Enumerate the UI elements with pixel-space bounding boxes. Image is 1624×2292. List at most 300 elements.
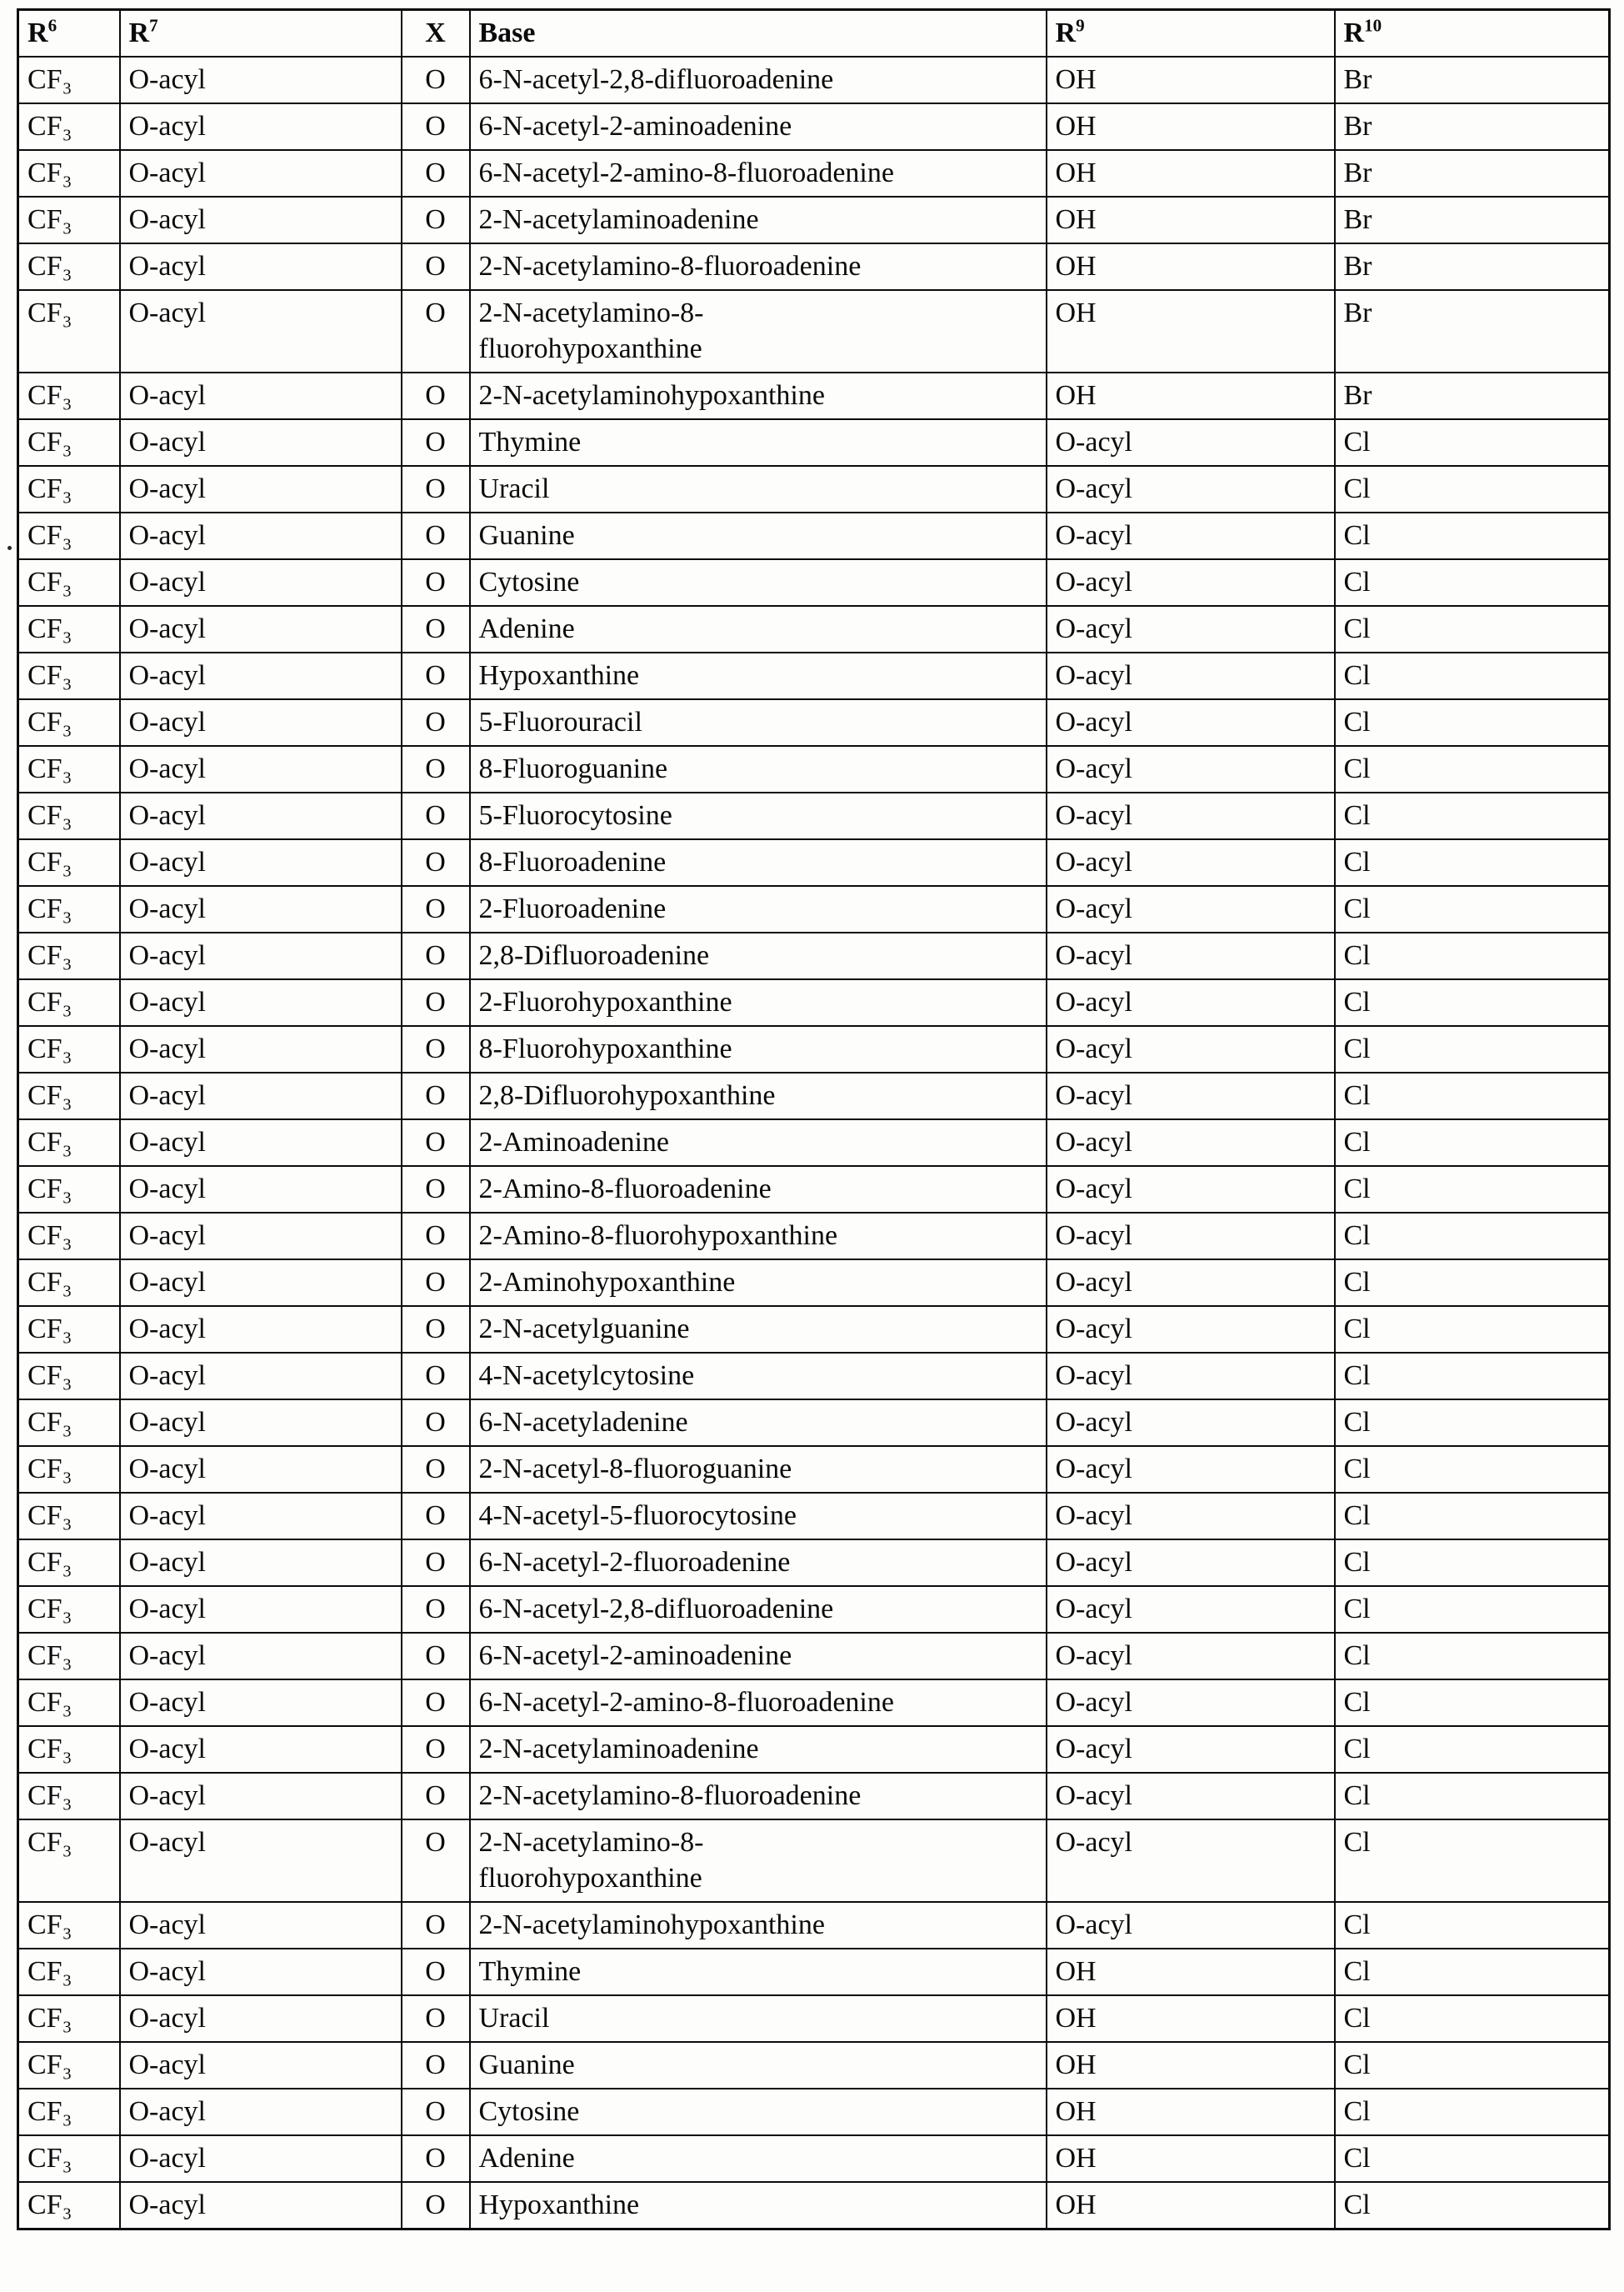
table-row: [18, 1902, 1610, 1949]
table-cell: O-acyl: [120, 933, 402, 979]
table-cell: 2-Amino-8-fluoroadenine: [470, 1166, 1047, 1213]
table-cell: 6-N-acetyl-2-aminoadenine: [470, 1633, 1047, 1679]
table-cell: CF₃: [18, 513, 120, 559]
table-cell: Cl: [1335, 466, 1610, 513]
table-cell: 8-Fluoroguanine: [470, 746, 1047, 793]
table-cell: OH: [1047, 2182, 1335, 2229]
table-cell: 2-N-acetylguanine: [470, 1306, 1047, 1353]
table-cell: OH: [1047, 373, 1335, 419]
table-cell: 6-N-acetyl-2-amino-8-fluoroadenine: [470, 1679, 1047, 1726]
header-superscript: 10: [1364, 15, 1382, 36]
table-cell: CF₃: [18, 1073, 120, 1119]
table-cell: O-acyl: [120, 373, 402, 419]
table-cell: O-acyl: [120, 793, 402, 839]
table-cell: Br: [1335, 243, 1610, 290]
table-cell: O-acyl: [120, 1773, 402, 1819]
table-cell: O-acyl: [120, 290, 402, 373]
table-cell: Cl: [1335, 1633, 1610, 1679]
table-cell: O-acyl: [1047, 419, 1335, 466]
table-cell: O-acyl: [120, 2135, 402, 2182]
table-cell: O-acyl: [120, 1819, 402, 1902]
table-row: [18, 1026, 1610, 1073]
table-row: [18, 886, 1610, 933]
table-row: [18, 839, 1610, 886]
table-cell: CF₃: [18, 839, 120, 886]
table-cell: O: [402, 1493, 470, 1539]
table-cell: O: [402, 103, 470, 150]
table-cell: CF₃: [18, 1586, 120, 1633]
table-cell: O-acyl: [120, 1213, 402, 1259]
table-row: [18, 793, 1610, 839]
table-cell: O-acyl: [1047, 1213, 1335, 1259]
table-cell: Hypoxanthine: [470, 2182, 1047, 2229]
table-cell: O-acyl: [1047, 1166, 1335, 1213]
table-cell: O-acyl: [120, 1306, 402, 1353]
table-cell: O-acyl: [1047, 1026, 1335, 1073]
table-cell: CF₃: [18, 1539, 120, 1586]
table-cell: O-acyl: [120, 2182, 402, 2229]
table-cell: CF₃: [18, 979, 120, 1026]
header-superscript: 9: [1076, 15, 1085, 36]
table-cell: OH: [1047, 290, 1335, 373]
table-cell: 2-Fluoroadenine: [470, 886, 1047, 933]
table-cell: Cl: [1335, 1539, 1610, 1586]
table-row: [18, 1726, 1610, 1773]
table-row: [18, 2089, 1610, 2135]
table-cell: O-acyl: [120, 839, 402, 886]
table-cell: O-acyl: [1047, 1902, 1335, 1949]
table-cell: O-acyl: [120, 1902, 402, 1949]
table-cell: CF₃: [18, 1259, 120, 1306]
table-cell: Cl: [1335, 1259, 1610, 1306]
table-cell: O-acyl: [120, 2089, 402, 2135]
table-row: [18, 1073, 1610, 1119]
table-cell: CF₃: [18, 2182, 120, 2229]
table-cell: 2-N-acetylaminoadenine: [470, 1726, 1047, 1773]
table-cell: O: [402, 466, 470, 513]
table-cell: Cl: [1335, 1213, 1610, 1259]
table-cell: O-acyl: [120, 466, 402, 513]
table-cell: Cl: [1335, 1073, 1610, 1119]
table-row: [18, 559, 1610, 606]
table-row: [18, 290, 1610, 373]
table-cell: 6-N-acetyl-2-amino-8-fluoroadenine: [470, 150, 1047, 197]
table-cell: CF₃: [18, 1446, 120, 1493]
table-cell: O: [402, 606, 470, 653]
table-row: [18, 1353, 1610, 1399]
table-cell: O-acyl: [1047, 793, 1335, 839]
table-cell: 2-Aminohypoxanthine: [470, 1259, 1047, 1306]
table-row: [18, 653, 1610, 699]
table-row: [18, 933, 1610, 979]
table-cell: O: [402, 1166, 470, 1213]
table-cell: O-acyl: [120, 559, 402, 606]
table-cell: CF₃: [18, 699, 120, 746]
table-cell: Uracil: [470, 1995, 1047, 2042]
table-cell: 4-N-acetyl-5-fluorocytosine: [470, 1493, 1047, 1539]
table-cell: O-acyl: [120, 1446, 402, 1493]
table-cell: O-acyl: [1047, 466, 1335, 513]
table-body: [18, 57, 1610, 2229]
table-cell: O: [402, 2182, 470, 2229]
table-row: [18, 1773, 1610, 1819]
table-cell: O-acyl: [1047, 1726, 1335, 1773]
table-cell: O-acyl: [1047, 653, 1335, 699]
table-cell: CF₃: [18, 1902, 120, 1949]
table-cell: OH: [1047, 103, 1335, 150]
column-header-x: X: [402, 10, 470, 58]
table-cell: O: [402, 1949, 470, 1995]
table-row: [18, 419, 1610, 466]
table-cell: O-acyl: [1047, 1259, 1335, 1306]
table-cell: O-acyl: [1047, 559, 1335, 606]
table-cell: O: [402, 1726, 470, 1773]
table-cell: O: [402, 793, 470, 839]
table-cell: 8-Fluoroadenine: [470, 839, 1047, 886]
table-cell: O-acyl: [120, 513, 402, 559]
table-cell: O-acyl: [120, 150, 402, 197]
table-cell: O: [402, 243, 470, 290]
table-cell: 6-N-acetyl-2-fluoroadenine: [470, 1539, 1047, 1586]
table-cell: CF₃: [18, 1726, 120, 1773]
table-cell: CF₃: [18, 1353, 120, 1399]
table-row: [18, 373, 1610, 419]
table-cell: O-acyl: [120, 1949, 402, 1995]
table-cell: CF₃: [18, 373, 120, 419]
table-cell: Cl: [1335, 1119, 1610, 1166]
table-cell: O: [402, 979, 470, 1026]
table-cell: CF₃: [18, 886, 120, 933]
table-cell: 2,8-Difluoroadenine: [470, 933, 1047, 979]
table-cell: O-acyl: [1047, 979, 1335, 1026]
table-cell: CF₃: [18, 1773, 120, 1819]
table-cell: CF₃: [18, 57, 120, 103]
table-cell: Cl: [1335, 1353, 1610, 1399]
table-cell: Cl: [1335, 606, 1610, 653]
table-cell: CF₃: [18, 653, 120, 699]
table-row: [18, 1633, 1610, 1679]
table-cell: Cl: [1335, 2182, 1610, 2229]
table-cell: O-acyl: [120, 197, 402, 243]
table-cell: O-acyl: [120, 606, 402, 653]
table-cell: 8-Fluorohypoxanthine: [470, 1026, 1047, 1073]
table-cell: 2-N-acetylamino-8- fluorohypoxanthine: [470, 290, 1047, 373]
table-cell: Cl: [1335, 559, 1610, 606]
table-row: [18, 243, 1610, 290]
header-superscript: 7: [149, 15, 158, 36]
table-cell: O-acyl: [1047, 1399, 1335, 1446]
table-cell: Cl: [1335, 1399, 1610, 1446]
table-row: [18, 699, 1610, 746]
table-cell: CF₃: [18, 243, 120, 290]
table-cell: O: [402, 1819, 470, 1902]
table-cell: 2-N-acetylamino-8-fluoroadenine: [470, 243, 1047, 290]
table-cell: Cytosine: [470, 2089, 1047, 2135]
table-cell: O-acyl: [1047, 1586, 1335, 1633]
table-cell: O-acyl: [120, 1119, 402, 1166]
table-cell: O: [402, 2042, 470, 2089]
table-cell: O-acyl: [120, 1633, 402, 1679]
table-cell: 2-Amino-8-fluorohypoxanthine: [470, 1213, 1047, 1259]
table-cell: CF₃: [18, 1819, 120, 1902]
compound-substituent-table: [17, 8, 1611, 2230]
table-row: [18, 1306, 1610, 1353]
table-cell: O-acyl: [1047, 933, 1335, 979]
table-cell: 5-Fluorocytosine: [470, 793, 1047, 839]
table-cell: O-acyl: [120, 653, 402, 699]
table-cell: O-acyl: [1047, 1353, 1335, 1399]
table-cell: Cl: [1335, 2135, 1610, 2182]
table-cell: CF₃: [18, 1026, 120, 1073]
table-cell: OH: [1047, 150, 1335, 197]
table-cell: Cl: [1335, 1819, 1610, 1902]
table-row: [18, 1586, 1610, 1633]
table-cell: O: [402, 1995, 470, 2042]
table-cell: O-acyl: [120, 1726, 402, 1773]
table-cell: CF₃: [18, 1119, 120, 1166]
table-cell: O-acyl: [1047, 1679, 1335, 1726]
table-cell: Cl: [1335, 1679, 1610, 1726]
table-cell: CF₃: [18, 1399, 120, 1446]
table-cell: O: [402, 1026, 470, 1073]
table-cell: OH: [1047, 243, 1335, 290]
column-header-base: Base: [470, 10, 1047, 58]
table-cell: O: [402, 57, 470, 103]
table-cell: O-acyl: [1047, 746, 1335, 793]
table-cell: O-acyl: [120, 979, 402, 1026]
table-cell: Guanine: [470, 2042, 1047, 2089]
table-cell: Adenine: [470, 606, 1047, 653]
table-cell: Thymine: [470, 1949, 1047, 1995]
table-cell: Cl: [1335, 1949, 1610, 1995]
table-row: [18, 57, 1610, 103]
table-cell: Br: [1335, 197, 1610, 243]
table-cell: CF₃: [18, 2042, 120, 2089]
table-cell: O: [402, 1073, 470, 1119]
table-cell: CF₃: [18, 419, 120, 466]
table-cell: CF₃: [18, 197, 120, 243]
table-cell: O-acyl: [120, 699, 402, 746]
table-cell: O-acyl: [120, 1995, 402, 2042]
scanned-document-page: [0, 8, 1624, 2292]
table-cell: O-acyl: [120, 1073, 402, 1119]
table-cell: 4-N-acetylcytosine: [470, 1353, 1047, 1399]
table-cell: 6-N-acetyladenine: [470, 1399, 1047, 1446]
table-cell: O: [402, 290, 470, 373]
table-cell: O: [402, 1399, 470, 1446]
table-cell: O: [402, 1446, 470, 1493]
table-cell: Adenine: [470, 2135, 1047, 2182]
table-cell: CF₃: [18, 1633, 120, 1679]
table-row: [18, 606, 1610, 653]
table-row: [18, 1446, 1610, 1493]
table-cell: CF₃: [18, 746, 120, 793]
table-row: [18, 1259, 1610, 1306]
table-cell: O-acyl: [120, 1586, 402, 1633]
table-cell: Cl: [1335, 1995, 1610, 2042]
table-cell: Br: [1335, 373, 1610, 419]
table-cell: CF₃: [18, 2089, 120, 2135]
table-cell: O-acyl: [120, 2042, 402, 2089]
table-cell: O-acyl: [120, 419, 402, 466]
table-cell: CF₃: [18, 1949, 120, 1995]
table-row: [18, 1949, 1610, 1995]
table-row: [18, 1213, 1610, 1259]
table-cell: OH: [1047, 2089, 1335, 2135]
table-cell: Cl: [1335, 1773, 1610, 1819]
table-cell: O-acyl: [1047, 886, 1335, 933]
table-cell: O-acyl: [120, 1259, 402, 1306]
table-cell: Cl: [1335, 886, 1610, 933]
column-header-r10: $R^{10}$: [1335, 10, 1610, 58]
table-cell: O: [402, 197, 470, 243]
table-cell: OH: [1047, 2135, 1335, 2182]
table-cell: OH: [1047, 57, 1335, 103]
table-cell: O: [402, 373, 470, 419]
table-cell: 2-N-acetylaminohypoxanthine: [470, 1902, 1047, 1949]
table-cell: OH: [1047, 2042, 1335, 2089]
table-cell: O: [402, 419, 470, 466]
table-cell: O-acyl: [1047, 1819, 1335, 1902]
table-cell: CF₃: [18, 559, 120, 606]
table-cell: O-acyl: [120, 103, 402, 150]
table-cell: O-acyl: [1047, 1633, 1335, 1679]
table-cell: Cl: [1335, 979, 1610, 1026]
table-cell: Cl: [1335, 1306, 1610, 1353]
table-cell: Cl: [1335, 1726, 1610, 1773]
table-row: [18, 103, 1610, 150]
table-cell: O-acyl: [1047, 1119, 1335, 1166]
table-cell: Cl: [1335, 1586, 1610, 1633]
table-row: [18, 2135, 1610, 2182]
table-cell: CF₃: [18, 1306, 120, 1353]
table-cell: O-acyl: [120, 57, 402, 103]
table-cell: O: [402, 2089, 470, 2135]
table-row: [18, 1819, 1610, 1902]
table-cell: O-acyl: [120, 1399, 402, 1446]
table-cell: O-acyl: [120, 746, 402, 793]
table-cell: 2-N-acetylaminoadenine: [470, 197, 1047, 243]
table-cell: CF₃: [18, 1493, 120, 1539]
table-cell: O-acyl: [1047, 1539, 1335, 1586]
table-cell: Cl: [1335, 653, 1610, 699]
table-cell: O: [402, 1902, 470, 1949]
table-cell: CF₃: [18, 1166, 120, 1213]
table-cell: 2-N-acetylaminohypoxanthine: [470, 373, 1047, 419]
table-cell: O-acyl: [1047, 1306, 1335, 1353]
table-cell: O-acyl: [120, 1493, 402, 1539]
table-cell: Hypoxanthine: [470, 653, 1047, 699]
column-header-r7: $R^7$: [120, 10, 402, 58]
table-cell: O-acyl: [1047, 699, 1335, 746]
table-cell: O-acyl: [120, 1679, 402, 1726]
table-row: [18, 1995, 1610, 2042]
table-cell: Cl: [1335, 793, 1610, 839]
table-cell: CF₃: [18, 150, 120, 197]
table-row: [18, 979, 1610, 1026]
table-cell: CF₃: [18, 606, 120, 653]
table-cell: O-acyl: [1047, 513, 1335, 559]
table-cell: Guanine: [470, 513, 1047, 559]
table-cell: Cytosine: [470, 559, 1047, 606]
table-cell: O: [402, 1539, 470, 1586]
table-cell: 2-N-acetylamino-8- fluorohypoxanthine: [470, 1819, 1047, 1902]
column-header-r6: $R^6$: [18, 10, 120, 58]
table-cell: CF₃: [18, 1995, 120, 2042]
table-cell: O: [402, 1586, 470, 1633]
table-cell: O: [402, 559, 470, 606]
table-cell: O: [402, 886, 470, 933]
table-cell: Cl: [1335, 419, 1610, 466]
table-cell: O: [402, 1633, 470, 1679]
table-cell: O: [402, 1119, 470, 1166]
table-cell: Cl: [1335, 1026, 1610, 1073]
table-cell: O: [402, 2135, 470, 2182]
table-cell: O-acyl: [120, 1353, 402, 1399]
table-cell: CF₃: [18, 466, 120, 513]
table-cell: Br: [1335, 57, 1610, 103]
table-row: [18, 1399, 1610, 1446]
table-cell: O: [402, 513, 470, 559]
table-cell: CF₃: [18, 1679, 120, 1726]
table-cell: CF₃: [18, 2135, 120, 2182]
column-header-r9: $R^9$: [1047, 10, 1335, 58]
table-cell: Cl: [1335, 746, 1610, 793]
table-cell: Br: [1335, 103, 1610, 150]
table-row: [18, 2182, 1610, 2229]
table-cell: O: [402, 653, 470, 699]
table-cell: CF₃: [18, 793, 120, 839]
table-row: [18, 197, 1610, 243]
table-row: [18, 513, 1610, 559]
table-cell: Cl: [1335, 933, 1610, 979]
table-cell: 6-N-acetyl-2,8-difluoroadenine: [470, 57, 1047, 103]
table-row: [18, 1119, 1610, 1166]
table-cell: Cl: [1335, 2042, 1610, 2089]
table-cell: O: [402, 1679, 470, 1726]
table-cell: O-acyl: [120, 1166, 402, 1213]
table-cell: O-acyl: [1047, 606, 1335, 653]
table-cell: Br: [1335, 290, 1610, 373]
table-cell: OH: [1047, 1949, 1335, 1995]
table-row: [18, 1539, 1610, 1586]
table-cell: 2-Fluorohypoxanthine: [470, 979, 1047, 1026]
table-cell: O-acyl: [120, 243, 402, 290]
table-cell: O: [402, 699, 470, 746]
table-cell: 2-N-acetylamino-8-fluoroadenine: [470, 1773, 1047, 1819]
table-cell: O: [402, 150, 470, 197]
table-row: [18, 1679, 1610, 1726]
table-cell: Cl: [1335, 1493, 1610, 1539]
table-cell: O-acyl: [1047, 1073, 1335, 1119]
table-cell: Br: [1335, 150, 1610, 197]
table-cell: O-acyl: [120, 1539, 402, 1586]
table-cell: O-acyl: [1047, 839, 1335, 886]
table-cell: O-acyl: [1047, 1446, 1335, 1493]
table-cell: 5-Fluorouracil: [470, 699, 1047, 746]
scan-artifact-dot: [7, 546, 12, 550]
table-cell: Uracil: [470, 466, 1047, 513]
table-cell: Cl: [1335, 2089, 1610, 2135]
table-cell: CF₃: [18, 103, 120, 150]
table-cell: O-acyl: [1047, 1773, 1335, 1819]
table-cell: 2-N-acetyl-8-fluoroguanine: [470, 1446, 1047, 1493]
table-cell: Cl: [1335, 699, 1610, 746]
table-row: [18, 466, 1610, 513]
table-cell: O: [402, 1306, 470, 1353]
table-row: [18, 1166, 1610, 1213]
table-cell: CF₃: [18, 933, 120, 979]
